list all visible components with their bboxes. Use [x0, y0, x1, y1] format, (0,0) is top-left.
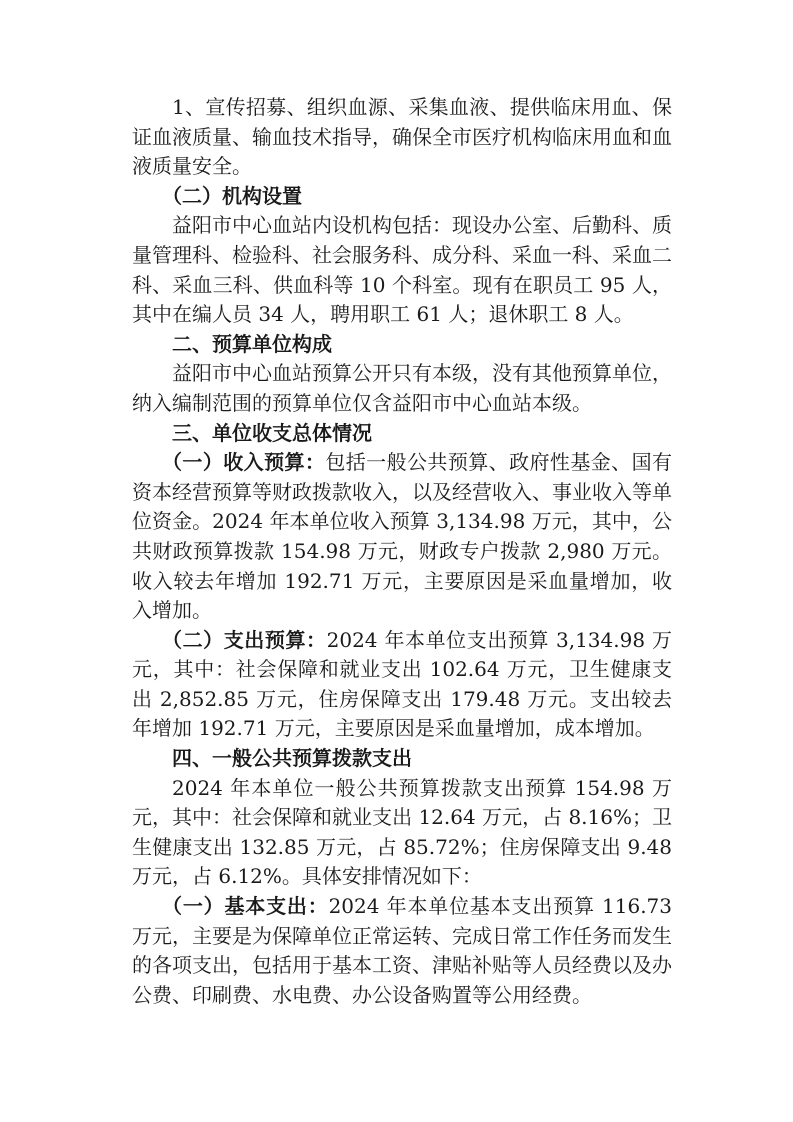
document-body	[132, 93, 672, 1010]
heading-organization: （二）机构设置	[162, 183, 302, 208]
paragraph-basic-expense	[132, 892, 672, 1010]
basic-text: 2024 年本单位基本支出预算 116.73 万元，主要是为保障单位正常运转、完成日常工作任务而发生的各项支出，包括用于基本工资、津贴补贴等人员经费以及办公费、印刷费、水电费、办公设备购置等公用经费。	[132, 894, 672, 1007]
paragraph-organization: 益阳市中心血站内设机构包括：现设办公室、后勤科、质量管理科、检验科、社会服务科、成分科、采血一科、采血二科、采血三科、供血科等 10 个科室。现有在职员工 95 人，其中在编人员 34 人，聘用职工 61 人；退休职工 8 人。	[132, 213, 672, 327]
income-lead: （一）收入预算：	[162, 450, 326, 475]
basic-lead: （一）基本支出：	[162, 894, 329, 919]
expense-text: 2024 年本单位支出预算 3,134.98 万元，其中：社会保障和就业支出 102.64 万元，卫生健康支出 2,852.85 万元，住房保障支出 179.48 万元。支出较去年增加 192.71 万元，主要原因是采血量增加，成本增加。	[132, 627, 672, 741]
paragraph-general-budget: 2024 年本单位一般公共预算拨款支出预算 154.98 万元，其中：社会保障和就业支出 12.64 万元，占 8.16%；卫生健康支出 132.85 万元，占 85.72%；住房保障支出 9.48 万元，占 6.12%。具体安排情况如下：	[132, 775, 672, 889]
income-text: 包括一般公共预算、政府性基金、国有资本经营预算等财政拨款收入，以及经营收入、事业收入等单位资金。2024 年本单位收入预算 3,134.98 万元，其中，公共财政预算拨款 154.98 万元，财政专户拨款 2,980 万元。收入较去年增加 192.71 万元，主要原因是采血量增加，收入增加。	[132, 450, 673, 623]
heading-budget-units: 二、预算单位构成	[172, 331, 332, 356]
paragraph-expense	[132, 626, 672, 744]
paragraph-duties: 1、宣传招募、组织血源、采集血液、提供临床用血、保证血液质量、输血技术指导，确保全市医疗机构临床用血和血液质量安全。	[132, 95, 672, 179]
heading-income-expense: 三、单位收支总体情况	[172, 420, 372, 445]
heading-general-budget: 四、一般公共预算拨款支出	[172, 746, 412, 771]
paragraph-budget-units: 益阳市中心血站预算公开只有本级，没有其他预算单位，纳入编制范围的预算单位仅含益阳市中心血站本级。	[132, 361, 672, 415]
paragraph-income	[132, 448, 672, 626]
expense-lead: （二）支出预算：	[162, 627, 327, 652]
